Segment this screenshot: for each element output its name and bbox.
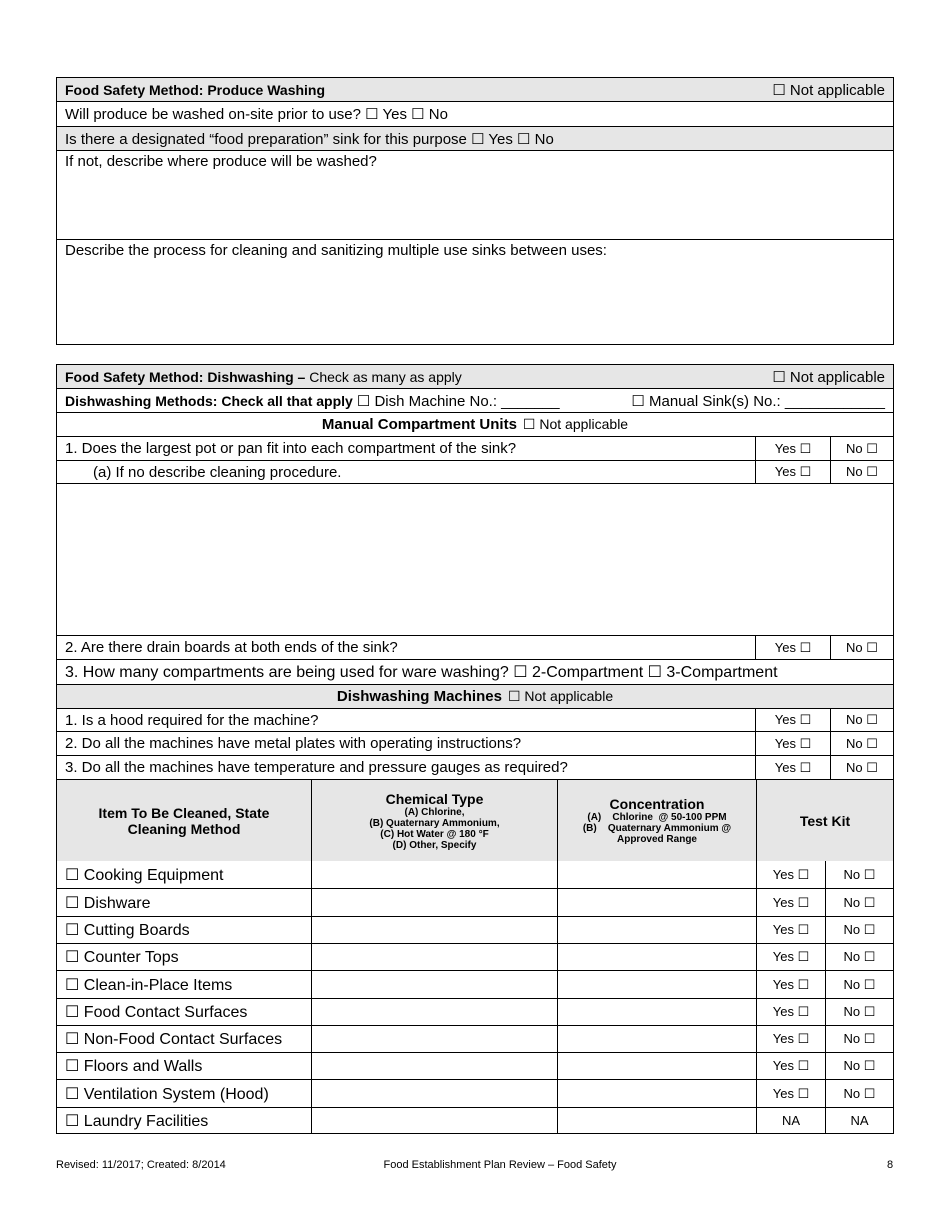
row-chemical-field[interactable] [311, 971, 557, 998]
row-concentration-field[interactable] [557, 1053, 756, 1079]
col-chemical-b: (B) Quaternary Ammonium, [369, 817, 500, 829]
produce-q1-text[interactable]: Will produce be washed on-site prior to use? ☐ Yes ☐ No [65, 106, 448, 123]
row-test-kit-yes[interactable]: Yes ☐ [756, 917, 825, 943]
col-chemical-d: (D) Other, Specify [392, 839, 477, 851]
dish-not-applicable-checkbox[interactable]: ☐ Not applicable [772, 368, 885, 386]
footer-title: Food Establishment Plan Review – Food Safety [383, 1159, 617, 1171]
row-chemical-field[interactable] [311, 889, 557, 916]
col-test-kit-title: Test Kit [799, 812, 851, 829]
table-row [57, 943, 893, 970]
dish-methods-label: Dishwashing Methods: Check all that apply [65, 392, 353, 409]
machines-title: Dishwashing Machines [336, 688, 502, 705]
table-row [57, 916, 893, 943]
manual-q1-text: 1. Does the largest pot or pan fit into each compartment of the sink? [65, 440, 517, 457]
col-concentration-a: (A) Chlorine @ 50-100 PPM [587, 812, 727, 823]
table-row [57, 970, 893, 998]
machine-q3 [57, 755, 893, 779]
produce-not-applicable-checkbox[interactable]: ☐ Not applicable [772, 81, 885, 99]
cleaning-table-body [57, 861, 893, 1133]
row-concentration-field[interactable] [557, 999, 756, 1025]
dish-machine-checkbox[interactable]: ☐ Dish Machine No.: _______ [356, 392, 560, 410]
machines-na-checkbox[interactable]: ☐ Not applicable [507, 688, 614, 704]
row-concentration-field[interactable] [557, 917, 756, 943]
row-item-checkbox[interactable]: ☐ Cooking Equipment [65, 866, 224, 884]
col-chemical-title: Chemical Type [385, 790, 484, 807]
col-chemical-a: (A) Chlorine, [404, 806, 465, 818]
row-test-kit-yes[interactable]: Yes ☐ [756, 1053, 825, 1079]
col-chemical-header [311, 780, 557, 861]
machine-q2-yes[interactable]: Yes ☐ [755, 732, 830, 755]
table-row [57, 1107, 893, 1133]
machine-q1-no[interactable]: No ☐ [830, 709, 893, 731]
col-concentration-header [557, 780, 756, 861]
manual-units-title: Manual Compartment Units [321, 416, 517, 433]
row-test-kit-no[interactable]: No ☐ [825, 944, 893, 970]
row-concentration-field[interactable] [557, 971, 756, 998]
manual-q2-text: 2. Are there drain boards at both ends of the sink? [65, 639, 398, 656]
manual-q2 [57, 635, 893, 659]
table-row [57, 1025, 893, 1052]
col-chemical-c: (C) Hot Water @ 180 °F [380, 828, 489, 840]
manual-q1-yes[interactable]: Yes ☐ [755, 437, 830, 460]
manual-q1a-no[interactable]: No ☐ [830, 461, 893, 483]
table-row [57, 888, 893, 916]
cleaning-table-header [57, 779, 893, 861]
manual-q1 [57, 436, 893, 460]
row-item-checkbox[interactable]: ☐ Counter Tops [65, 949, 179, 966]
machine-q2-no[interactable]: No ☐ [830, 732, 893, 755]
machine-q2-text: 2. Do all the machines have metal plates with operating instructions? [65, 735, 522, 752]
row-test-kit-no[interactable]: No ☐ [825, 971, 893, 998]
machine-q3-text: 3. Do all the machines have temperature and pressure gauges as required? [65, 759, 568, 776]
row-concentration-field[interactable] [557, 1026, 756, 1052]
row-chemical-field[interactable] [311, 944, 557, 970]
manual-sink-checkbox[interactable]: ☐ Manual Sink(s) No.: ____________ [631, 392, 885, 410]
row-chemical-field[interactable] [311, 1080, 557, 1107]
row-chemical-field[interactable] [311, 861, 557, 888]
table-row [57, 1079, 893, 1107]
produce-q3[interactable] [57, 150, 893, 239]
row-test-kit-no[interactable]: No ☐ [825, 1080, 893, 1107]
manual-units-header [57, 412, 893, 436]
row-test-kit-no[interactable]: No ☐ [825, 1053, 893, 1079]
produce-q1 [57, 101, 893, 126]
produce-title: Food Safety Method: Produce Washing [65, 81, 326, 98]
col-item-line2: Cleaning Method [127, 820, 241, 837]
manual-q2-no[interactable]: No ☐ [830, 636, 893, 659]
machine-q3-no[interactable]: No ☐ [830, 756, 893, 779]
col-item-header [57, 780, 311, 861]
row-concentration-field[interactable] [557, 889, 756, 916]
cleaning-procedure-field[interactable] [57, 483, 893, 635]
row-chemical-field[interactable] [311, 917, 557, 943]
row-test-kit-yes[interactable]: Yes ☐ [756, 861, 825, 888]
row-item-checkbox[interactable]: ☐ Non-Food Contact Surfaces [65, 1031, 283, 1048]
row-test-kit-no[interactable]: No ☐ [825, 917, 893, 943]
manual-q1a [57, 460, 893, 483]
manual-q1a-yes[interactable]: Yes ☐ [755, 461, 830, 483]
machines-header [57, 684, 893, 708]
row-test-kit-yes[interactable]: Yes ☐ [756, 971, 825, 998]
row-concentration-field[interactable] [557, 1108, 756, 1133]
table-row [57, 998, 893, 1025]
col-item-line1: Item To Be Cleaned, State [98, 804, 270, 821]
col-concentration-b1: (B) Quaternary Ammonium @ [582, 823, 732, 834]
dish-header [57, 365, 893, 388]
row-item-checkbox[interactable]: ☐ Dishware [65, 894, 151, 912]
row-item-checkbox[interactable]: ☐ Clean-in-Place Items [65, 976, 233, 994]
row-chemical-field[interactable] [311, 999, 557, 1025]
machine-q2 [57, 731, 893, 755]
table-row [57, 1052, 893, 1079]
produce-q2-text[interactable]: Is there a designated “food preparation” sink for this purpose ☐ Yes ☐ No [65, 130, 554, 148]
dish-methods-row [57, 388, 893, 412]
manual-q3-text[interactable]: 3. How many compartments are being used for ware washing? ☐ 2-Compartment ☐ 3-Compartment [65, 664, 778, 681]
machine-q3-yes[interactable]: Yes ☐ [755, 756, 830, 779]
row-test-kit-no[interactable]: No ☐ [825, 999, 893, 1025]
col-test-kit-header [756, 780, 893, 861]
manual-q1a-text: (a) If no describe cleaning procedure. [93, 463, 342, 481]
manual-q2-yes[interactable]: Yes ☐ [755, 636, 830, 659]
row-test-kit-yes[interactable]: Yes ☐ [756, 944, 825, 970]
row-test-kit-yes[interactable]: Yes ☐ [756, 999, 825, 1025]
produce-q2 [57, 126, 893, 150]
row-chemical-field[interactable] [311, 1026, 557, 1052]
row-test-kit-yes[interactable]: Yes ☐ [756, 1026, 825, 1052]
dish-title: Food Safety Method: Dishwashing – [65, 368, 306, 385]
row-test-kit-yes[interactable]: Yes ☐ [756, 1080, 825, 1107]
machine-q1-yes[interactable]: Yes ☐ [755, 709, 830, 731]
row-item-checkbox[interactable]: ☐ Ventilation System (Hood) [65, 1085, 269, 1103]
row-concentration-field[interactable] [557, 861, 756, 888]
col-concentration-b2: Approved Range [616, 834, 697, 845]
row-test-kit-no[interactable]: No ☐ [825, 1026, 893, 1052]
row-item-checkbox[interactable]: ☐ Floors and Walls [65, 1058, 203, 1075]
produce-washing-table [56, 77, 894, 345]
row-item-checkbox[interactable]: ☐ Cutting Boards [65, 922, 190, 939]
produce-header [57, 78, 893, 101]
dishwashing-table [56, 364, 894, 1134]
row-test-kit-na: NA [756, 1108, 825, 1133]
row-concentration-field[interactable] [557, 1080, 756, 1107]
machine-q1 [57, 708, 893, 731]
col-concentration-title: Concentration [609, 796, 705, 812]
row-chemical-field[interactable] [311, 1108, 557, 1133]
produce-q4-text: Describe the process for cleaning and sanitizing multiple use sinks between uses: [65, 242, 607, 259]
footer-revised: Revised: 11/2017; Created: 8/2014 [56, 1159, 226, 1171]
row-test-kit-no[interactable]: No ☐ [825, 861, 893, 888]
produce-q4[interactable] [57, 239, 893, 344]
manual-units-na-checkbox[interactable]: ☐ Not applicable [522, 416, 629, 432]
manual-q1-no[interactable]: No ☐ [830, 437, 893, 460]
row-test-kit-no[interactable]: No ☐ [825, 889, 893, 916]
row-concentration-field[interactable] [557, 944, 756, 970]
manual-q3 [57, 659, 893, 684]
row-item-checkbox[interactable]: ☐ Laundry Facilities [65, 1112, 209, 1130]
produce-q3-text: If not, describe where produce will be washed? [65, 153, 377, 170]
row-test-kit-na: NA [825, 1108, 893, 1133]
table-row [57, 861, 893, 888]
row-test-kit-yes[interactable]: Yes ☐ [756, 889, 825, 916]
row-item-checkbox[interactable]: ☐ Food Contact Surfaces [65, 1004, 248, 1021]
dish-title-sub: Check as many as apply [305, 368, 462, 385]
page-number: 8 [887, 1159, 894, 1171]
machine-q1-text: 1. Is a hood required for the machine? [65, 711, 319, 729]
row-chemical-field[interactable] [311, 1053, 557, 1079]
